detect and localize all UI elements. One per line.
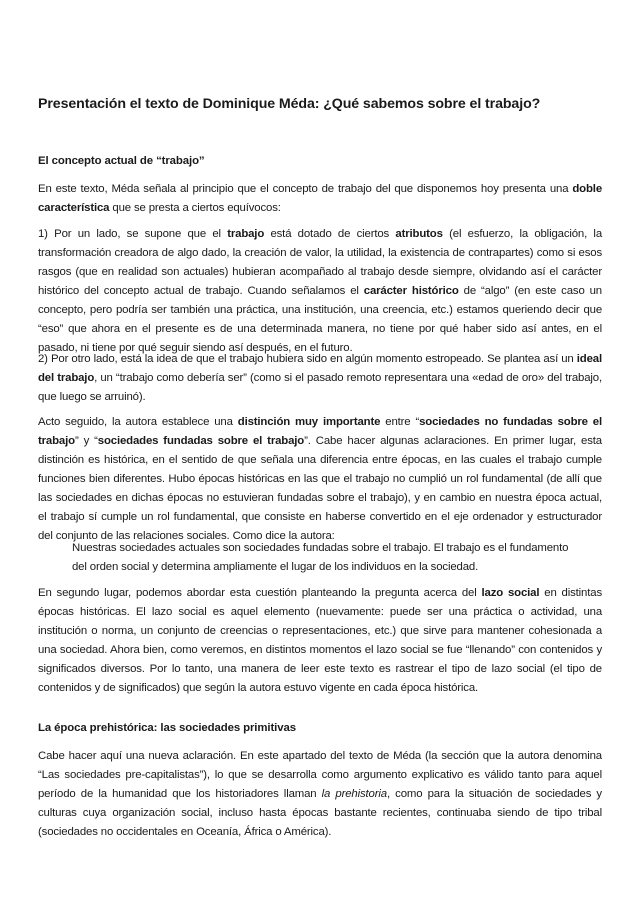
paragraph-point-1: 1) Por un lado, se supone que el trabajo está dotado de ciertos atributos (el esfuerzo, la obligación, la transformación creadora de algo dado, la creación de valor, la utilidad, la existencia de contrapartes) como si esos rasgos (que en realidad son actuales) hubieran acompañado al trabajo desde siempre, olvidando así el carácter histórico del concepto actual de trabajo. Cuando señalamos el carácter histórico de “algo” (en este caso un concepto, pero podría ser también una práctica, una institución, una creencia, etc.) estamos queriendo decir que “eso” que ahora en el presente es de una determinada manera, no tiene por qué haber sido así antes, en el pasado, ni tiene por qué seguir siendo así después, en el futuro. <box>38 228 602 354</box>
block-quote: Nuestras sociedades actuales son sociedades fundadas sobre el trabajo. El trabajo es el fundamento del orden social y determina ampliamente el lugar de los individuos en la sociedad. <box>72 542 569 573</box>
document-title: Presentación el texto de Dominique Méda: ¿Qué sabemos sobre el trabajo? <box>38 96 541 112</box>
paragraph-lazo-social: En segundo lugar, podemos abordar esta cuestión planteando la pregunta acerca del lazo social en distintas épocas históricas. El lazo social es aquel elemento (nuevamente: puede ser una práctica o actividad, una institución o norma, un conjunto de creencias o representaciones, etc.) que sirve para mantener cohesionada a una sociedad. Ahora bien, como veremos, en distintos momentos el lazo social se fue “llenando” con contenidos y significados diversos. Por lo tanto, una manera de leer este texto es rastrear el tipo de lazo social (el tipo de contenidos y de significados) que según la autora estuvo vigente en cada época histórica. <box>38 587 602 694</box>
paragraph-distinction: Acto seguido, la autora establece una distinción muy importante entre “sociedades no fundadas sobre el trabajo” y “sociedades fundadas sobre el trabajo”. Cabe hacer algunas aclaraciones. En primer lugar, esta distinción es histórica, en el sentido de que señala una diferencia entre épocas, en las cuales el trabajo cumple funciones bien diferentes. Hubo épocas históricas en las que el trabajo no cumplió un rol fundamental (de allí que las sociedades en dichas épocas no estuvieran fundadas sobre el trabajo), y en cambio en nuestra época actual, el trabajo sí cumple un rol fundamental, que consiste en haberse convertido en el eje ordenador y estructurador del conjunto de las relaciones sociales. Como dice la autora: <box>38 416 602 542</box>
section-heading-concepto-actual: El concepto actual de “trabajo” <box>38 155 205 167</box>
paragraph-intro: En este texto, Méda señala al principio que el concepto de trabajo del que disponemos hoy presenta una doble característica que se presta a ciertos equívocos: <box>38 183 602 214</box>
paragraph-prehistoria: Cabe hacer aquí una nueva aclaración. En este apartado del texto de Méda (la sección que la autora denomina “Las sociedades pre-capitalistas”), lo que se desarrolla como argumento explicativo es válido tanto para aquel período de la humanidad que los historiadores llaman la prehistoria, como para la situación de sociedades y culturas cuya organización social, incluso hasta épocas bastante recientes, continuaba siendo de tipo tribal (sociedades no occidentales en Oceanía, África o América). <box>38 750 602 838</box>
paragraph-point-2: 2) Por otro lado, está la idea de que el trabajo hubiera sido en algún momento estropeado. Se plantea así un ideal del trabajo, un “trabajo como debería ser” (como si el pasado remoto representara una «edad de oro» del trabajo, que luego se arruinó). <box>38 353 602 403</box>
section-heading-epoca-prehistorica: La época prehistórica: las sociedades primitivas <box>38 722 296 734</box>
